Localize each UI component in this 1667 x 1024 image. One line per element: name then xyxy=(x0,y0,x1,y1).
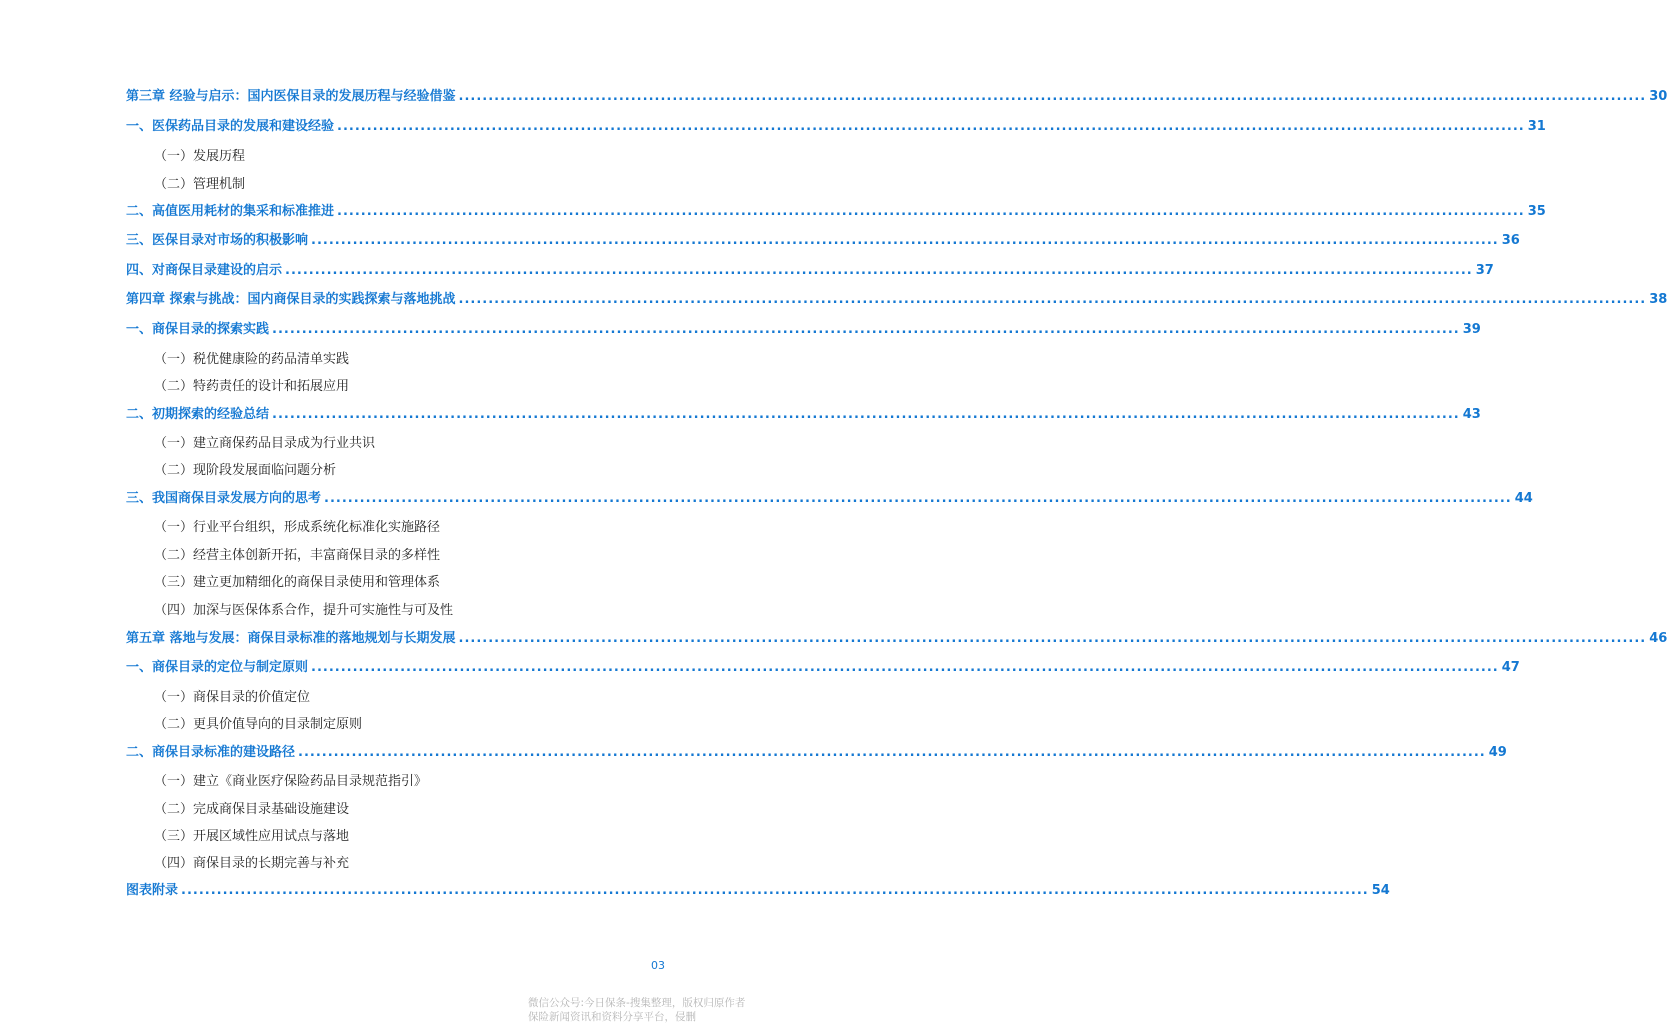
toc-entry-title: 第三章 经验与启示：国内医保目录的发展历程与经验借鉴 xyxy=(126,89,456,104)
toc-entry-page: 46 xyxy=(1649,631,1667,646)
toc-subentry[interactable]: （一）行业平台组织，形成系统化标准化实施路径 xyxy=(154,520,441,535)
watermark-line: 保险新闻资讯和资料分享平台，侵删 xyxy=(528,1011,696,1023)
toc-entry-page: 37 xyxy=(1475,263,1494,278)
dot-leader: ........................................................................................................................................................................................................ xyxy=(181,883,1369,898)
toc-entry-title: 一、商保目录的探索实践 xyxy=(126,322,270,337)
toc-subentry[interactable]: （一）税优健康险的药品清单实践 xyxy=(154,352,350,367)
toc-entry[interactable] xyxy=(126,630,1667,648)
dot-leader: ........................................................................................................................................................................................................ xyxy=(272,322,1460,337)
dot-leader: ........................................................................................................................................................................................................ xyxy=(458,89,1647,104)
toc-entry[interactable] xyxy=(126,744,1507,762)
toc-entry-title: 四、对商保目录建设的启示 xyxy=(126,263,283,278)
toc-entry[interactable] xyxy=(126,406,1481,424)
dot-leader: ........................................................................................................................................................................................................ xyxy=(272,407,1460,422)
toc-subentry[interactable]: （四）加深与医保体系合作，提升可实施性与可及性 xyxy=(154,603,454,618)
toc-entry-page: 31 xyxy=(1527,119,1546,134)
toc-entry-title: 一、医保药品目录的发展和建设经验 xyxy=(126,119,335,134)
toc-subentry[interactable]: （二）管理机制 xyxy=(154,177,246,192)
toc-subentry[interactable]: （一）商保目录的价值定位 xyxy=(154,690,311,705)
toc-subentry[interactable]: （二）特药责任的设计和拓展应用 xyxy=(154,379,350,394)
toc-subentry[interactable]: （一）建立商保药品目录成为行业共识 xyxy=(154,436,376,451)
toc-entry-page: 36 xyxy=(1501,233,1520,248)
toc-entry-page: 43 xyxy=(1462,407,1481,422)
toc-subentry[interactable]: （二）现阶段发展面临问题分析 xyxy=(154,463,337,478)
toc-entry[interactable] xyxy=(126,490,1533,508)
toc-subentry[interactable]: （二）经营主体创新开拓，丰富商保目录的多样性 xyxy=(154,548,441,563)
dot-leader: ........................................................................................................................................................................................................ xyxy=(311,660,1499,675)
toc-entry-title: 三、我国商保目录发展方向的思考 xyxy=(126,491,322,506)
toc-subentry[interactable]: （二）完成商保目录基础设施建设 xyxy=(154,802,350,817)
dot-leader: ........................................................................................................................................................................................................ xyxy=(458,292,1647,307)
toc-entry-title: 三、医保目录对市场的积极影响 xyxy=(126,233,309,248)
toc-entry-title: 二、高值医用耗材的集采和标准推进 xyxy=(126,204,335,219)
watermark xyxy=(528,996,745,1024)
toc-subentry[interactable]: （三）开展区域性应用试点与落地 xyxy=(154,829,350,844)
toc-entry-page: 47 xyxy=(1501,660,1520,675)
toc-entry-title: 一、商保目录的定位与制定原则 xyxy=(126,660,309,675)
dot-leader: ........................................................................................................................................................................................................ xyxy=(311,233,1499,248)
toc-entry[interactable] xyxy=(126,88,1667,106)
dot-leader: ........................................................................................................................................................................................................ xyxy=(458,631,1647,646)
toc-entry[interactable] xyxy=(126,291,1667,309)
toc-entry[interactable] xyxy=(126,232,1520,250)
toc-subentry[interactable]: （一）发展历程 xyxy=(154,149,246,164)
toc-entry[interactable] xyxy=(126,203,1546,221)
toc-subentry[interactable]: （四）商保目录的长期完善与补充 xyxy=(154,856,350,871)
toc-subentry[interactable]: （二）更具价值导向的目录制定原则 xyxy=(154,717,363,732)
toc-entry-title: 二、初期探索的经验总结 xyxy=(126,407,270,422)
toc-entry-page: 54 xyxy=(1371,883,1390,898)
page-number: 03 xyxy=(651,959,665,972)
toc-entry-title: 图表附录 xyxy=(126,883,179,898)
toc-entry-page: 39 xyxy=(1462,322,1481,337)
toc-subentry[interactable]: （三）建立更加精细化的商保目录使用和管理体系 xyxy=(154,575,441,590)
toc-entry[interactable] xyxy=(126,659,1520,677)
dot-leader: ........................................................................................................................................................................................................ xyxy=(337,119,1525,134)
toc-entry-page: 38 xyxy=(1649,292,1667,307)
toc-entry[interactable] xyxy=(126,262,1494,280)
watermark-line: 微信公众号:今日保条-搜集整理，版权归原作者 xyxy=(528,997,746,1009)
toc-entry-page: 35 xyxy=(1527,204,1546,219)
toc-entry-title: 二、商保目录标准的建设路径 xyxy=(126,745,296,760)
toc-entry-title: 第四章 探索与挑战：国内商保目录的实践探索与落地挑战 xyxy=(126,292,456,307)
toc-entry-title: 第五章 落地与发展：商保目录标准的落地规划与长期发展 xyxy=(126,631,456,646)
dot-leader: ........................................................................................................................................................................................................ xyxy=(324,491,1512,506)
toc-entry-page: 49 xyxy=(1488,745,1507,760)
toc-entry[interactable] xyxy=(126,882,1390,900)
dot-leader: ........................................................................................................................................................................................................ xyxy=(298,745,1486,760)
dot-leader: ........................................................................................................................................................................................................ xyxy=(337,204,1525,219)
dot-leader: ........................................................................................................................................................................................................ xyxy=(285,263,1473,278)
toc-entry-page: 44 xyxy=(1514,491,1533,506)
toc-entry-page: 30 xyxy=(1649,89,1667,104)
toc-entry[interactable] xyxy=(126,118,1546,136)
toc-subentry[interactable]: （一）建立《商业医疗保险药品目录规范指引》 xyxy=(154,774,428,789)
toc-entry[interactable] xyxy=(126,321,1481,339)
